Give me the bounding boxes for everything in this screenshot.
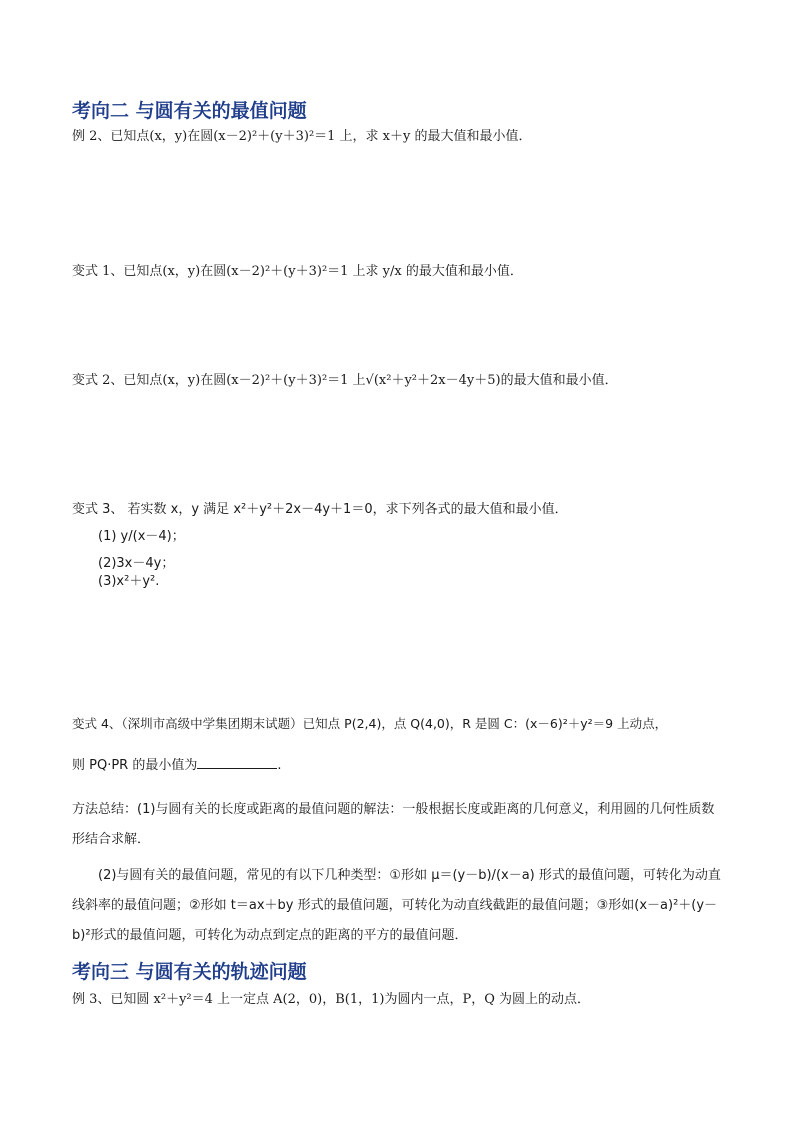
summary-paragraph-2: (2)与圆有关的最值问题，常见的有以下几种类型：①形如 μ＝(y－b)/(x－a) 形式的最值问题，可转化为动直线斜率的最值问题；②形如 t＝ax＋by 形式的最值问题，可转化为动直线截距的最值问题；③形如(x－a)²＋(y－b)²形式的最值问题，可转化为动点到定点的距离的平方的最值问题． xyxy=(72,868,721,943)
summary-paragraph-1: 方法总结：(1)与圆有关的长度或距离的最值问题的解法：一般根据长度或距离的几何意义，利用圆的几何性质数形结合求解． xyxy=(72,802,715,847)
variant-4-line-2: 则 PQ·PR 的最小值为 . xyxy=(72,758,282,773)
answer-blank xyxy=(197,756,277,769)
example-2: 例 2、已知点(x，y)在圆(x－2)²＋(y＋3)²＝1 上，求 x＋y 的最大值和最小值． xyxy=(72,129,532,144)
example-3: 例 3、已知圆 x²＋y²＝4 上一定点 A(2，0)，B(1，1)为圆内一点，P，Q 为圆上的动点． xyxy=(72,992,591,1007)
variant-3-item-2: (2)3x－4y； xyxy=(98,556,175,571)
section-title-2: 考向二 与圆有关的最值问题 xyxy=(72,100,307,122)
variant-2: 变式 2、已知点(x，y)在圆(x－2)²＋(y＋3)²＝1 上√(x²＋y²＋2x－4y＋5)的最大值和最小值． xyxy=(72,373,618,388)
variant-4-line-1: 变式 4、（深圳市高级中学集团期末试题）已知点 P(2,4)，点 Q(4,0)，R 是圆 C：(x－6)²＋y²＝9 上动点， xyxy=(72,716,668,731)
variant-3-item-1: (1) y/(x－4)； xyxy=(98,529,185,544)
variant-3-stem: 变式 3、 若实数 x，y 满足 x²＋y²＋2x－4y＋1＝0，求下列各式的最大值和最小值． xyxy=(72,502,568,517)
variant-4-question: 则 PQ·PR 的最小值为 xyxy=(72,758,198,773)
section-title-3: 考向三 与圆有关的轨迹问题 xyxy=(72,961,307,983)
variant-3-item-3: (3)x²＋y². xyxy=(98,574,160,589)
variant-1: 变式 1、已知点(x，y)在圆(x－2)²＋(y＋3)²＝1 上求 y/x 的最大值和最小值． xyxy=(72,264,523,279)
